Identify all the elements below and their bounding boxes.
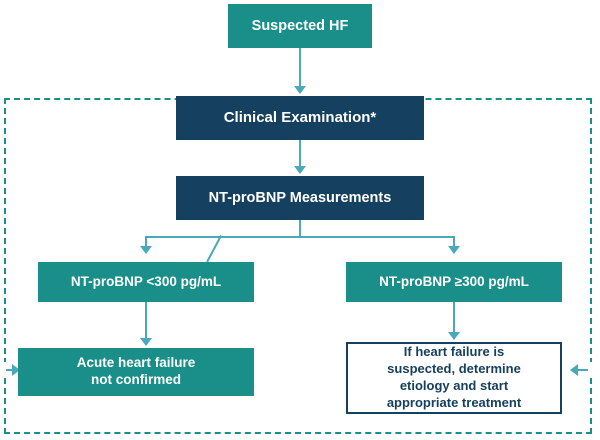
node-clinical-examination[interactable] [176,96,424,140]
connector-measurements-split [146,236,454,238]
arrowhead-clinical-to-measurements [294,166,306,174]
node-not-confirmed[interactable] [18,348,254,396]
connector-dashed-right [578,369,588,371]
arrowhead-suspected-to-clinical [294,86,306,94]
node-ntprobnp-high-label: NT-proBNP ≥300 pg/mL [379,273,529,289]
node-suspected-hf[interactable] [228,4,372,48]
node-ntprobnp-measurements-label: NT-proBNP Measurements [208,189,392,206]
node-etiology-line3: etiology and start [399,378,509,393]
connector-suspected-to-clinical [299,48,301,86]
connector-clinical-to-measurements [299,140,301,168]
node-suspected-hf-label: Suspected HF [251,17,349,34]
arrowhead-dashed-right [570,364,578,376]
connector-low-to-notconfirmed [145,302,147,338]
node-ntprobnp-low[interactable] [38,262,254,302]
connector-high-to-etiology [453,302,455,332]
node-ntprobnp-high[interactable] [346,262,562,302]
arrowhead-measurements-to-low [140,246,152,254]
node-ntprobnp-low-label: NT-proBNP <300 pg/mL [70,273,222,289]
arrowhead-high-to-etiology [448,332,460,340]
node-etiology-line2: suspected, determine [387,361,521,377]
node-etiology-line1: If heart failure is [403,344,505,360]
node-clinical-examination-label: Clinical Examination* [223,108,377,126]
connector-measurements-stem [299,220,301,236]
arrowhead-measurements-to-high [448,246,460,254]
node-not-confirmed-line2: not confirmed [90,372,181,387]
node-not-confirmed-line1: Acute heart failure [76,355,196,371]
node-etiology-treatment[interactable] [346,342,562,414]
arrowhead-low-to-notconfirmed [140,338,152,346]
node-ntprobnp-measurements[interactable] [176,176,424,220]
node-etiology-line4: appropriate treatment [386,394,522,410]
